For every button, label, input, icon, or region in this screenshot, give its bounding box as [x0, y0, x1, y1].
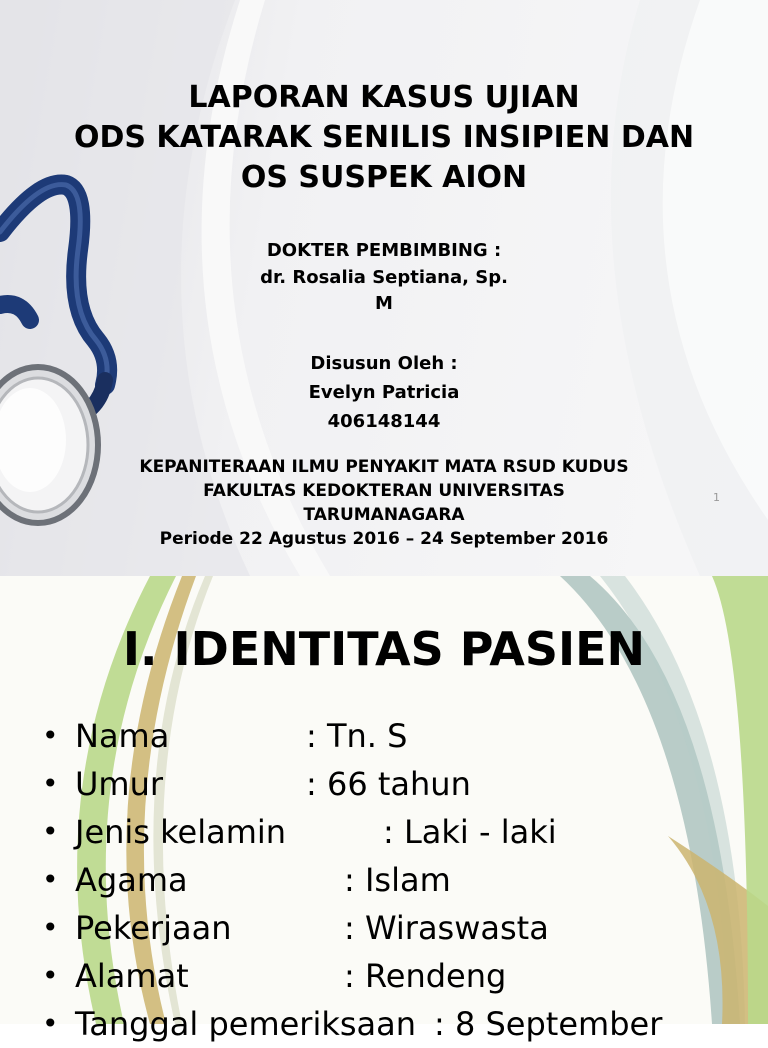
- patient-identity-list: [42, 712, 768, 1048]
- item-label: Agama: [75, 861, 188, 899]
- item-value: : Laki - laki: [383, 813, 557, 851]
- item-value: : Rendeng: [344, 957, 507, 995]
- section-heading: I. IDENTITAS PASIEN: [122, 622, 646, 676]
- bullet-icon: •: [42, 815, 59, 848]
- title-line: OS SUSPEK AION: [240, 160, 528, 195]
- list-item: [42, 760, 768, 808]
- author-label: Disusun Oleh :: [310, 353, 458, 374]
- institution-block: [0, 455, 768, 551]
- list-item: [42, 904, 768, 952]
- list-item: [42, 856, 768, 904]
- bullet-icon: •: [42, 719, 59, 752]
- author-block: [0, 349, 768, 436]
- item-label: Umur: [75, 765, 164, 803]
- item-value: : 8 September: [434, 1005, 663, 1043]
- supervisor-label: DOKTER PEMBIMBING :: [266, 240, 502, 261]
- item-value: : Wiraswasta: [344, 909, 549, 947]
- author-id: 406148144: [327, 411, 441, 432]
- item-value: : Tn. S: [306, 717, 408, 755]
- institution-line: FAKULTAS KEDOKTERAN UNIVERSITAS: [203, 481, 565, 501]
- list-item: [42, 1000, 768, 1048]
- item-label: Alamat: [75, 957, 189, 995]
- period-text: Periode 22 Agustus 2016 – 24 September 2016: [159, 529, 609, 549]
- bullet-icon: •: [42, 1007, 59, 1040]
- list-item: [42, 712, 768, 760]
- bullet-icon: •: [42, 863, 59, 896]
- bullet-icon: •: [42, 911, 59, 944]
- item-value: : 66 tahun: [306, 765, 471, 803]
- title-line: LAPORAN KASUS UJIAN: [188, 80, 580, 115]
- item-value: : Islam: [344, 861, 451, 899]
- list-item: [42, 952, 768, 1000]
- bullet-icon: •: [42, 959, 59, 992]
- item-label: Pekerjaan: [75, 909, 232, 947]
- list-item: [42, 808, 768, 856]
- title-line: ODS KATARAK SENILIS INSIPIEN DAN: [73, 120, 695, 155]
- author-name: Evelyn Patricia: [308, 382, 460, 403]
- item-label: Jenis kelamin: [75, 813, 287, 851]
- supervisor-block: [0, 236, 768, 317]
- item-label: Tanggal pemeriksaan: [75, 1005, 417, 1043]
- item-label: Nama: [75, 717, 170, 755]
- supervisor-name: M: [375, 293, 393, 314]
- institution-line: TARUMANAGARA: [303, 505, 465, 525]
- supervisor-name: dr. Rosalia Septiana, Sp.: [260, 267, 508, 288]
- bullet-icon: •: [42, 767, 59, 800]
- slide-number: 1: [713, 491, 720, 504]
- report-title: [0, 78, 768, 198]
- institution-line: KEPANITERAAN ILMU PENYAKIT MATA RSUD KUDUS: [139, 457, 629, 477]
